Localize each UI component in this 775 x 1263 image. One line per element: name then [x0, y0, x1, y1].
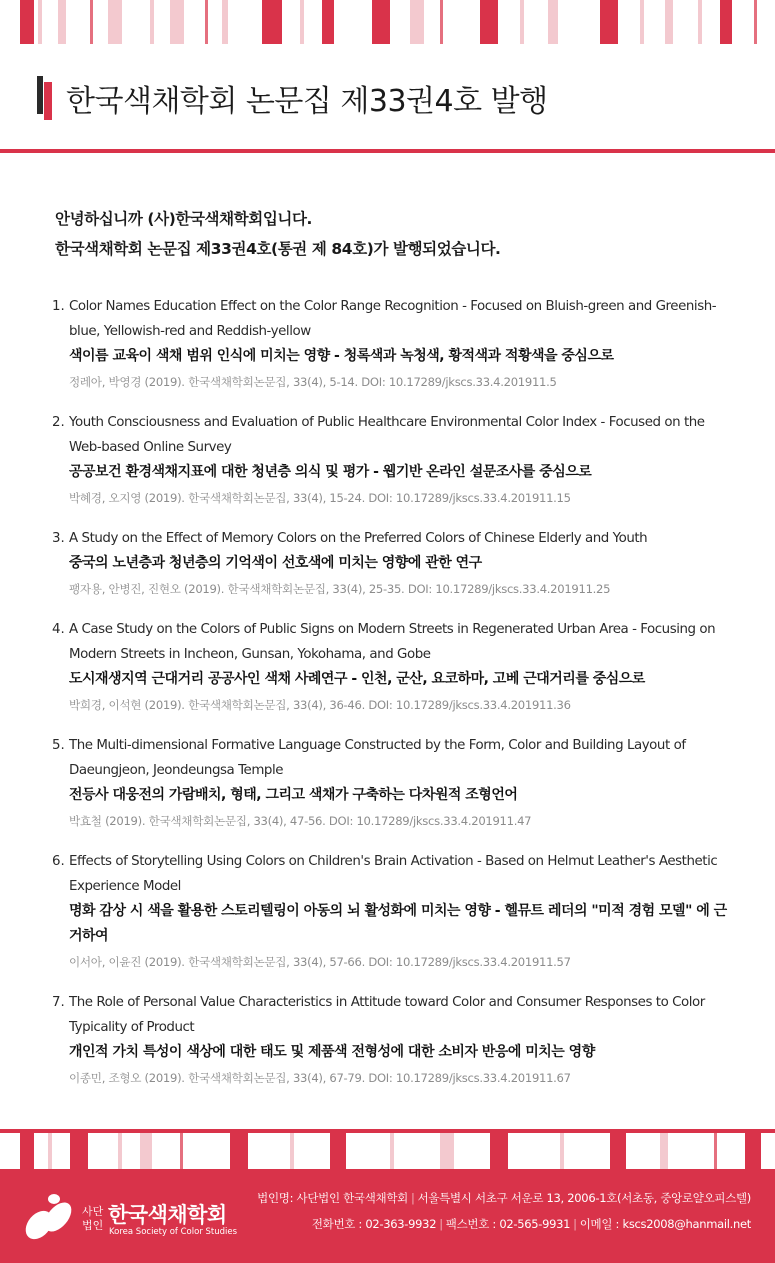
paper-item [52, 990, 732, 1089]
header-stripe [600, 0, 618, 44]
paper-citation: 박혜경, 오지영 (2019). 한국색채학회논문집, 33(4), 15-24. DOI: 10.17289/jkscs.33.4.201911.15 [69, 491, 571, 505]
header-stripe [548, 0, 558, 44]
header-stripe [440, 0, 443, 44]
paper-number: 7. [52, 995, 65, 1010]
email-link[interactable]: 이메일 : kscs2008@hanmail.net [579, 1217, 751, 1231]
footer-stripe [140, 1133, 152, 1171]
paper-item [52, 617, 732, 716]
paper-number: 1. [52, 299, 65, 314]
paper-number: 4. [52, 622, 65, 637]
footer-stripe [48, 1133, 52, 1171]
paper-number: 6. [52, 854, 65, 869]
paper-title-en: The Multi-dimensional Formative Language Constructed by the Form, Color and Building Layout of Daeungjeon, Jeondeungsa Temple [69, 738, 686, 778]
paper-number: 3. [52, 531, 65, 546]
title-mark-dark [37, 76, 43, 114]
footer-stripe [118, 1133, 122, 1171]
header-stripe [222, 0, 228, 44]
header-stripe [170, 0, 184, 44]
header-stripe [720, 0, 732, 44]
header-stripe [754, 0, 757, 44]
paper-list [52, 294, 732, 1106]
footer-stripe [490, 1133, 508, 1171]
footer-stripe [180, 1133, 183, 1171]
org-label: 법인명: 사단법인 한국색채학회 [257, 1191, 408, 1205]
header-stripe [262, 0, 282, 44]
paper-citation: 박효철 (2019). 한국색채학회논문집, 33(4), 47-56. DOI: 10.17289/jkscs.33.4.201911.47 [69, 814, 532, 828]
header-stripe [665, 0, 673, 44]
contact-line-2 [257, 1211, 751, 1237]
logo-prefix-line: 사단 [82, 1205, 104, 1218]
paper-item [52, 849, 732, 973]
paper-item [52, 733, 732, 832]
footer-stripe [290, 1133, 294, 1171]
footer-stripe [745, 1133, 761, 1171]
header-stripe [300, 0, 304, 44]
header-stripe [480, 0, 498, 44]
separator: | [410, 1191, 415, 1205]
header-stripe [372, 0, 390, 44]
paper-title-en: A Case Study on the Colors of Public Signs on Modern Streets in Regenerated Urban Area - Focusing on Modern Streets in Incheon, Gunsan, Yokohama, and Gobe [69, 622, 716, 662]
paper-title-en: Youth Consciousness and Evaluation of Public Healthcare Environmental Color Index - Focused on the Web-based Online Survey [69, 415, 705, 455]
intro [55, 204, 745, 264]
footer-stripe [20, 1133, 34, 1171]
header-banner [0, 0, 775, 156]
paper-title-en: A Study on the Effect of Memory Colors on the Preferred Colors of Chinese Elderly and Youth [69, 531, 648, 546]
paper-citation: 박희경, 이석현 (2019). 한국색채학회논문집, 33(4), 36-46. DOI: 10.17289/jkscs.33.4.201911.36 [69, 698, 571, 712]
paper-title-ko: 공공보건 환경색채지표에 대한 청년층 의식 및 평가 - 웹기반 온라인 설문조사를 중심으로 [69, 464, 592, 480]
header-stripe [90, 0, 93, 44]
footer [0, 1129, 775, 1263]
paper-title-ko: 도시재생지역 근대거리 공공사인 색채 사례연구 - 인천, 군산, 요코하마, 고베 근대거리를 중심으로 [69, 671, 645, 687]
title-mark-red [44, 82, 52, 120]
separator: | [439, 1217, 443, 1231]
phone: 전화번호 : 02-363-9932 [311, 1217, 437, 1231]
header-stripe [108, 0, 122, 44]
contact-info [257, 1185, 751, 1237]
footer-stripe [714, 1133, 717, 1171]
paper-title-en: The Role of Personal Value Characteristics in Attitude toward Color and Consumer Responses to Color Typicality of Product [69, 995, 705, 1035]
paper-number: 5. [52, 738, 65, 753]
address: 서울특별시 서초구 서운로 13, 2006-1호(서초동, 중앙로얄오피스텔) [417, 1191, 751, 1205]
footer-stripes [0, 1133, 775, 1171]
logo-name-en: Korea Society of Color Studies [109, 1227, 238, 1237]
footer-stripe [330, 1133, 346, 1171]
separator: | [573, 1217, 577, 1231]
paper-item [52, 410, 732, 509]
header-stripe [410, 0, 424, 44]
header-stripe [58, 0, 66, 44]
paper-title-ko: 명화 감상 시 색을 활용한 스토리텔링이 아동의 뇌 활성화에 미치는 영향 - 헬뮤트 레더의 "미적 경험 모델" 에 근거하여 [69, 903, 727, 944]
paper-item [52, 294, 732, 393]
header-stripe [38, 0, 42, 44]
footer-stripe [660, 1133, 668, 1171]
footer-stripe [610, 1133, 626, 1171]
header-stripe [205, 0, 208, 44]
intro-announcement: 한국색채학회 논문집 제33권4호(통권 제 84호)가 발행되었습니다. [55, 240, 501, 258]
logo-prefix-line: 법인 [82, 1219, 104, 1232]
header-divider [0, 149, 775, 153]
header-stripe [322, 0, 334, 44]
logo-prefix [82, 1205, 103, 1233]
footer-stripe [560, 1133, 564, 1171]
paper-citation: 팽자용, 안병진, 진현오 (2019). 한국색채학회논문집, 33(4), 25-35. DOI: 10.17289/jkscs.33.4.201911.25 [69, 582, 611, 596]
page-title: 한국색채학회 논문집 제33권4호 발행 [66, 84, 548, 119]
paper-citation: 이종민, 조형오 (2019). 한국색채학회논문집, 33(4), 67-79. DOI: 10.17289/jkscs.33.4.201911.67 [69, 1071, 571, 1085]
paper-title-ko: 중국의 노년층과 청년층의 기억색이 선호색에 미치는 영향에 관한 연구 [69, 555, 482, 571]
logo-mark-icon [20, 1189, 80, 1245]
footer-band [0, 1169, 775, 1263]
header-stripe [150, 0, 154, 44]
fax: 팩스번호 : 02-565-9931 [445, 1217, 571, 1231]
paper-title-ko: 개인적 가치 특성이 색상에 대한 태도 및 제품색 전형성에 대한 소비자 반응에 미치는 영향 [69, 1044, 595, 1060]
paper-title-ko: 전등사 대웅전의 가람배치, 형태, 그리고 색채가 구축하는 다차원적 조형언어 [69, 787, 518, 803]
header-stripe [698, 0, 702, 44]
contact-line-1 [257, 1185, 751, 1211]
footer-stripe [70, 1133, 88, 1171]
paper-citation: 정레아, 박영경 (2019). 한국색채학회논문집, 33(4), 5-14. DOI: 10.17289/jkscs.33.4.201911.5 [69, 375, 557, 389]
footer-stripe [440, 1133, 454, 1171]
header-stripe [640, 0, 644, 44]
header-stripe [20, 0, 34, 44]
paper-citation: 이서아, 이윤진 (2019). 한국색채학회논문집, 33(4), 57-66. DOI: 10.17289/jkscs.33.4.201911.57 [69, 955, 571, 969]
logo-name: 한국색채학회 [108, 1203, 227, 1227]
paper-title-ko: 색이름 교육이 색채 범위 인식에 미치는 영향 - 청록색과 녹청색, 황적색과 적황색을 중심으로 [69, 348, 614, 364]
paper-title-en: Color Names Education Effect on the Color Range Recognition - Focused on Bluish-green and Greenish-blue, Yellowish-red and Reddish-yellow [69, 299, 717, 339]
paper-item [52, 526, 732, 600]
intro-greeting: 안녕하십니까 (사)한국색채학회입니다. [55, 210, 313, 228]
header-stripe [520, 0, 524, 44]
footer-stripe [230, 1133, 248, 1171]
paper-title-en: Effects of Storytelling Using Colors on Children's Brain Activation - Based on Helmut Leather's Aesthetic Experience Model [69, 854, 718, 894]
footer-stripe [390, 1133, 394, 1171]
paper-number: 2. [52, 415, 65, 430]
